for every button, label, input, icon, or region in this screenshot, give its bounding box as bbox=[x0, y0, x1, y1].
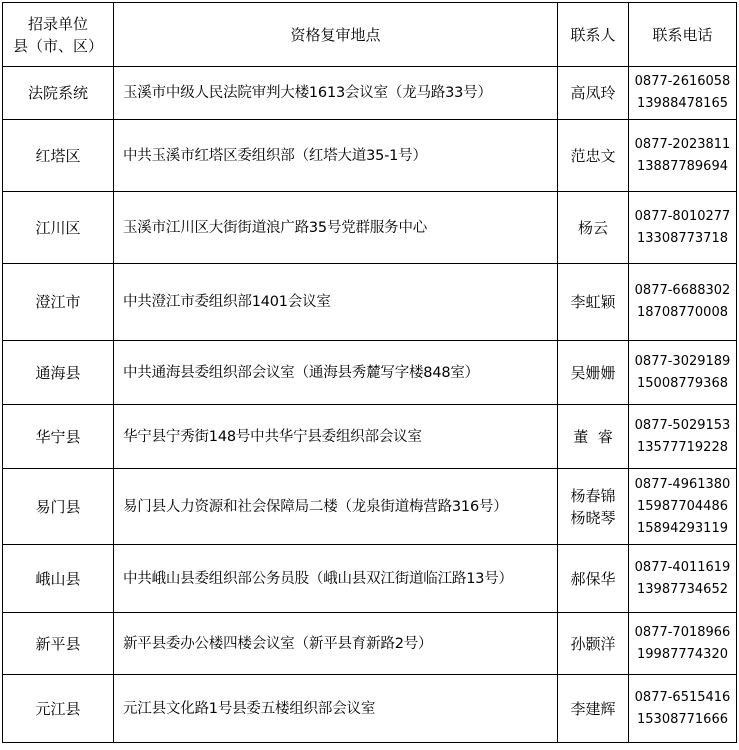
contact-name: 董 睿 bbox=[573, 427, 613, 446]
table-row bbox=[3, 120, 737, 192]
phone-landline: 0877-2616058 bbox=[634, 74, 731, 89]
contact-cell bbox=[558, 192, 629, 264]
contact-cell bbox=[558, 120, 629, 192]
unit-cell: 通海县 bbox=[3, 341, 114, 405]
unit-cell: 新平县 bbox=[3, 613, 114, 675]
phone-landline: 0877-6515416 bbox=[634, 689, 731, 705]
unit-cell: 易门县 bbox=[3, 469, 114, 545]
phone-landline: 0877-3029189 bbox=[634, 353, 731, 369]
header-unit-line1: 招录单位 bbox=[27, 14, 88, 33]
contact-name: 李建辉 bbox=[570, 699, 616, 718]
header-unit-line2: 县（市、区） bbox=[12, 36, 103, 55]
phone-mobile: 13577719228 bbox=[637, 439, 728, 455]
place-cell: 中共玉溪市红塔区委组织部（红塔大道35-1号） bbox=[114, 120, 558, 192]
header-unit bbox=[3, 3, 114, 67]
unit-cell: 澄江市 bbox=[3, 264, 114, 341]
header-row bbox=[3, 3, 737, 67]
phone-mobile: 19987774320 bbox=[637, 646, 728, 662]
contact-name: 范忠文 bbox=[570, 146, 616, 165]
phone-cell bbox=[629, 545, 737, 613]
phone-mobile: 15987704486 bbox=[637, 498, 728, 514]
phone-landline: 0877-5029153 bbox=[634, 417, 731, 433]
contact-name: 孙颢洋 bbox=[570, 634, 616, 653]
place-cell: 中共澄江市委组织部1401会议室 bbox=[114, 264, 558, 341]
phone-cell bbox=[629, 675, 737, 743]
place-cell: 易门县人力资源和社会保障局二楼（龙泉街道梅营路316号） bbox=[114, 469, 558, 545]
header-place: 资格复审地点 bbox=[114, 3, 558, 67]
phone-landline: 0877-7018966 bbox=[634, 624, 731, 640]
phone-mobile: 15894293119 bbox=[637, 520, 728, 536]
phone-cell bbox=[629, 192, 737, 264]
table-row bbox=[3, 341, 737, 405]
place-cell: 玉溪市江川区大街街道浪广路35号党群服务中心 bbox=[114, 192, 558, 264]
contact-name: 李虹颖 bbox=[570, 293, 616, 311]
phone-cell bbox=[629, 405, 737, 469]
table-row bbox=[3, 192, 737, 264]
table-row bbox=[3, 67, 737, 120]
header-contact: 联系人 bbox=[558, 3, 629, 67]
contact-cell bbox=[558, 469, 629, 545]
phone-mobile: 13308773718 bbox=[637, 230, 728, 246]
phone-cell bbox=[629, 469, 737, 545]
phone-landline: 0877-4011619 bbox=[634, 559, 731, 575]
phone-landline: 0877-8010277 bbox=[634, 208, 731, 224]
contact-name: 杨云 bbox=[577, 218, 608, 237]
contact-cell bbox=[558, 67, 629, 120]
phone-mobile: 15308771666 bbox=[637, 711, 728, 727]
phone-cell bbox=[629, 613, 737, 675]
phone-mobile: 13988478165 bbox=[637, 96, 728, 111]
unit-cell: 江川区 bbox=[3, 192, 114, 264]
phone-cell bbox=[629, 67, 737, 120]
place-cell: 中共峨山县委组织部公务员股（峨山县双江街道临江路13号） bbox=[114, 545, 558, 613]
unit-cell: 元江县 bbox=[3, 675, 114, 743]
table-row bbox=[3, 264, 737, 341]
exam-review-table bbox=[2, 2, 737, 743]
contact-name: 高凤玲 bbox=[570, 84, 616, 102]
phone-cell bbox=[629, 120, 737, 192]
table-row bbox=[3, 469, 737, 545]
table-row bbox=[3, 405, 737, 469]
phone-mobile: 18708770008 bbox=[637, 305, 728, 320]
table-row bbox=[3, 545, 737, 613]
place-cell: 华宁县宁秀街148号中共华宁县委组织部会议室 bbox=[114, 405, 558, 469]
phone-mobile: 13987734652 bbox=[637, 581, 728, 597]
phone-landline: 0877-4961380 bbox=[634, 476, 731, 492]
contact-cell bbox=[558, 341, 629, 405]
contact-cell bbox=[558, 613, 629, 675]
phone-mobile: 15008779368 bbox=[637, 375, 728, 391]
contact-name: 杨晓琴 bbox=[570, 508, 616, 527]
contact-cell bbox=[558, 405, 629, 469]
contact-name: 杨春锦 bbox=[570, 486, 616, 505]
place-cell: 中共通海县委组织部会议室（通海县秀麓写字楼848室） bbox=[114, 341, 558, 405]
unit-cell: 红塔区 bbox=[3, 120, 114, 192]
phone-cell bbox=[629, 264, 737, 341]
place-cell: 元江县文化路1号县委五楼组织部会议室 bbox=[114, 675, 558, 743]
phone-cell bbox=[629, 341, 737, 405]
table-row bbox=[3, 675, 737, 743]
unit-cell: 法院系统 bbox=[3, 67, 114, 120]
unit-cell: 华宁县 bbox=[3, 405, 114, 469]
header-phone: 联系电话 bbox=[629, 3, 737, 67]
place-cell: 玉溪市中级人民法院审判大楼1613会议室（龙马路33号） bbox=[114, 67, 558, 120]
phone-landline: 0877-6688302 bbox=[634, 283, 731, 298]
unit-cell: 峨山县 bbox=[3, 545, 114, 613]
contact-cell bbox=[558, 675, 629, 743]
place-cell: 新平县委办公楼四楼会议室（新平县育新路2号） bbox=[114, 613, 558, 675]
phone-landline: 0877-2023811 bbox=[634, 136, 731, 152]
phone-mobile: 13887789694 bbox=[637, 158, 728, 174]
contact-cell bbox=[558, 545, 629, 613]
contact-cell bbox=[558, 264, 629, 341]
contact-name: 郝保华 bbox=[570, 569, 616, 588]
table-row bbox=[3, 613, 737, 675]
contact-name: 吴姗姗 bbox=[570, 363, 616, 382]
